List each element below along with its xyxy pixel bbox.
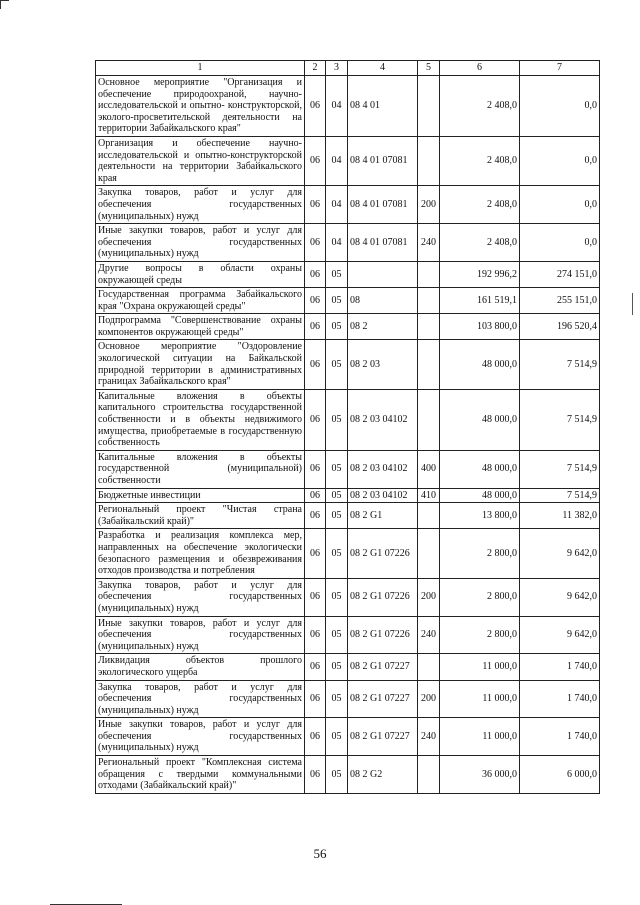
row-name-cell: Иные закупки товаров, работ и услуг для обеспечения государственных (муниципальных) нужд <box>96 616 305 654</box>
section-code-cell: 06 <box>305 503 326 529</box>
amount-year2-cell: 0,0 <box>520 186 600 224</box>
amount-year2-cell: 1 740,0 <box>520 680 600 718</box>
amount-year1-cell: 11 000,0 <box>440 680 520 718</box>
expense-type-cell <box>418 136 440 185</box>
row-name-cell: Капитальные вложения в объекты государственной (муниципальной) собственности <box>96 450 305 488</box>
expense-type-cell: 200 <box>418 680 440 718</box>
table-row <box>96 654 600 680</box>
table-row <box>96 76 600 137</box>
amount-year1-cell: 48 000,0 <box>440 389 520 450</box>
row-name-cell: Другие вопросы в области охраны окружающей среды <box>96 261 305 287</box>
expense-type-cell: 200 <box>418 578 440 616</box>
subsection-code-cell: 04 <box>326 76 348 137</box>
table-row <box>96 136 600 185</box>
table-header-row <box>96 61 600 76</box>
amount-year1-cell: 2 408,0 <box>440 224 520 262</box>
table-row <box>96 224 600 262</box>
section-code-cell: 06 <box>305 578 326 616</box>
table-row <box>96 186 600 224</box>
section-code-cell: 06 <box>305 261 326 287</box>
section-code-cell: 06 <box>305 340 326 389</box>
expense-type-cell <box>418 76 440 137</box>
target-article-cell: 08 <box>348 288 418 314</box>
section-code-cell: 06 <box>305 186 326 224</box>
target-article-cell: 08 4 01 07081 <box>348 136 418 185</box>
expense-type-cell <box>418 288 440 314</box>
table-row <box>96 718 600 756</box>
amount-year1-cell: 2 800,0 <box>440 529 520 578</box>
subsection-code-cell: 04 <box>326 186 348 224</box>
section-code-cell: 06 <box>305 136 326 185</box>
amount-year2-cell: 7 514,9 <box>520 488 600 503</box>
target-article-cell: 08 4 01 07081 <box>348 224 418 262</box>
table-row <box>96 756 600 794</box>
target-article-cell: 08 2 G2 <box>348 756 418 794</box>
amount-year1-cell: 2 800,0 <box>440 578 520 616</box>
subsection-code-cell: 04 <box>326 136 348 185</box>
expense-type-cell: 240 <box>418 224 440 262</box>
section-code-cell: 06 <box>305 718 326 756</box>
target-article-cell: 08 2 G1 <box>348 503 418 529</box>
amount-year2-cell: 0,0 <box>520 224 600 262</box>
subsection-code-cell: 05 <box>326 488 348 503</box>
amount-year2-cell: 0,0 <box>520 136 600 185</box>
table-row <box>96 616 600 654</box>
amount-year1-cell: 2 800,0 <box>440 616 520 654</box>
row-name-cell: Организация и обеспечение научно-исследовательской и опытно-конструкторской деятельности на территории Забайкальского края <box>96 136 305 185</box>
table-row <box>96 314 600 340</box>
target-article-cell: 08 2 03 04102 <box>348 450 418 488</box>
expense-type-cell: 410 <box>418 488 440 503</box>
amount-year1-cell: 2 408,0 <box>440 186 520 224</box>
amount-year1-cell: 103 800,0 <box>440 314 520 340</box>
row-name-cell: Государственная программа Забайкальского края "Охрана окружающей среды" <box>96 288 305 314</box>
row-name-cell: Иные закупки товаров, работ и услуг для обеспечения государственных (муниципальных) нужд <box>96 718 305 756</box>
row-name-cell: Региональный проект "Чистая страна (Забайкальский край)" <box>96 503 305 529</box>
table-row <box>96 503 600 529</box>
target-article-cell: 08 2 <box>348 314 418 340</box>
amount-year1-cell: 161 519,1 <box>440 288 520 314</box>
header-cell: 2 <box>305 61 326 76</box>
section-code-cell: 06 <box>305 529 326 578</box>
row-name-cell: Основное мероприятие "Оздоровление экологической ситуации на Байкальской природной территории в административных границах Забайкальского края" <box>96 340 305 389</box>
amount-year2-cell: 7 514,9 <box>520 389 600 450</box>
subsection-code-cell: 05 <box>326 314 348 340</box>
table-row <box>96 680 600 718</box>
subsection-code-cell: 05 <box>326 389 348 450</box>
expense-type-cell <box>418 261 440 287</box>
amount-year2-cell: 9 642,0 <box>520 616 600 654</box>
target-article-cell: 08 4 01 <box>348 76 418 137</box>
header-cell: 5 <box>418 61 440 76</box>
row-name-cell: Основное мероприятие "Организация и обеспечение природоохраной, научно-исследовательской и опытно- конструкторской, эколого-просветительской деятельности на территории Забайкальского края" <box>96 76 305 137</box>
expense-type-cell <box>418 503 440 529</box>
row-name-cell: Разработка и реализация комплекса мер, направленных на обеспечение экологически безопасного размещения и обезвреживания отходов производства и потребления <box>96 529 305 578</box>
table-row <box>96 389 600 450</box>
section-code-cell: 06 <box>305 488 326 503</box>
row-name-cell: Ликвидация объектов прошлого экологического ущерба <box>96 654 305 680</box>
expense-type-cell <box>418 529 440 578</box>
row-name-cell: Подпрограмма "Совершенствование охраны компонентов окружающей среды" <box>96 314 305 340</box>
amount-year1-cell: 13 800,0 <box>440 503 520 529</box>
amount-year1-cell: 36 000,0 <box>440 756 520 794</box>
subsection-code-cell: 05 <box>326 616 348 654</box>
section-code-cell: 06 <box>305 616 326 654</box>
subsection-code-cell: 05 <box>326 529 348 578</box>
amount-year2-cell: 6 000,0 <box>520 756 600 794</box>
table-row <box>96 261 600 287</box>
scan-corner-mark <box>0 0 9 9</box>
amount-year1-cell: 48 000,0 <box>440 488 520 503</box>
amount-year2-cell: 0,0 <box>520 76 600 137</box>
amount-year2-cell: 1 740,0 <box>520 654 600 680</box>
table-row <box>96 340 600 389</box>
row-name-cell: Иные закупки товаров, работ и услуг для обеспечения государственных (муниципальных) нужд <box>96 224 305 262</box>
amount-year2-cell: 274 151,0 <box>520 261 600 287</box>
amount-year1-cell: 2 408,0 <box>440 136 520 185</box>
subsection-code-cell: 05 <box>326 450 348 488</box>
table-row <box>96 488 600 503</box>
section-code-cell: 06 <box>305 314 326 340</box>
header-cell: 7 <box>520 61 600 76</box>
row-name-cell: Бюджетные инвестиции <box>96 488 305 503</box>
section-code-cell: 06 <box>305 389 326 450</box>
target-article-cell: 08 2 03 04102 <box>348 389 418 450</box>
expense-type-cell: 240 <box>418 616 440 654</box>
expense-type-cell: 200 <box>418 186 440 224</box>
subsection-code-cell: 05 <box>326 578 348 616</box>
amount-year1-cell: 2 408,0 <box>440 76 520 137</box>
section-code-cell: 06 <box>305 76 326 137</box>
target-article-cell <box>348 261 418 287</box>
target-article-cell: 08 2 G1 07227 <box>348 680 418 718</box>
subsection-code-cell: 05 <box>326 680 348 718</box>
row-name-cell: Закупка товаров, работ и услуг для обеспечения государственных (муниципальных) нужд <box>96 186 305 224</box>
row-name-cell: Закупка товаров, работ и услуг для обеспечения государственных (муниципальных) нужд <box>96 680 305 718</box>
header-cell: 3 <box>326 61 348 76</box>
target-article-cell: 08 2 03 04102 <box>348 488 418 503</box>
amount-year2-cell: 1 740,0 <box>520 718 600 756</box>
table-row <box>96 288 600 314</box>
amount-year1-cell: 11 000,0 <box>440 718 520 756</box>
target-article-cell: 08 4 01 07081 <box>348 186 418 224</box>
target-article-cell: 08 2 G1 07226 <box>348 578 418 616</box>
target-article-cell: 08 2 G1 07226 <box>348 529 418 578</box>
target-article-cell: 08 2 03 <box>348 340 418 389</box>
row-name-cell: Закупка товаров, работ и услуг для обеспечения государственных (муниципальных) нужд <box>96 578 305 616</box>
amount-year2-cell: 9 642,0 <box>520 578 600 616</box>
subsection-code-cell: 05 <box>326 503 348 529</box>
budget-table <box>95 60 600 794</box>
amount-year2-cell: 7 514,9 <box>520 450 600 488</box>
expense-type-cell <box>418 314 440 340</box>
section-code-cell: 06 <box>305 450 326 488</box>
table-body <box>96 76 600 794</box>
table-row <box>96 529 600 578</box>
table-row <box>96 450 600 488</box>
target-article-cell: 08 2 G1 07227 <box>348 654 418 680</box>
table-row <box>96 578 600 616</box>
amount-year1-cell: 48 000,0 <box>440 450 520 488</box>
subsection-code-cell: 05 <box>326 288 348 314</box>
row-name-cell: Капитальные вложения в объекты капитального строительства государственной собственности и в объекты недвижимого имущества, приобретаемые в государственную собственность <box>96 389 305 450</box>
header-cell: 1 <box>96 61 305 76</box>
section-code-cell: 06 <box>305 224 326 262</box>
scan-edge-mark <box>632 293 633 315</box>
target-article-cell: 08 2 G1 07227 <box>348 718 418 756</box>
expense-type-cell <box>418 389 440 450</box>
subsection-code-cell: 05 <box>326 654 348 680</box>
subsection-code-cell: 05 <box>326 261 348 287</box>
amount-year2-cell: 11 382,0 <box>520 503 600 529</box>
amount-year2-cell: 255 151,0 <box>520 288 600 314</box>
section-code-cell: 06 <box>305 756 326 794</box>
expense-type-cell: 400 <box>418 450 440 488</box>
section-code-cell: 06 <box>305 288 326 314</box>
expense-type-cell <box>418 756 440 794</box>
amount-year1-cell: 11 000,0 <box>440 654 520 680</box>
subsection-code-cell: 05 <box>326 756 348 794</box>
amount-year2-cell: 9 642,0 <box>520 529 600 578</box>
amount-year1-cell: 192 996,2 <box>440 261 520 287</box>
page-number: 56 <box>313 846 327 861</box>
row-name-cell: Региональный проект "Комплексная система обращения с твердыми коммунальными отходами (Забайкальский край)" <box>96 756 305 794</box>
expense-type-cell: 240 <box>418 718 440 756</box>
expense-type-cell <box>418 654 440 680</box>
amount-year2-cell: 196 520,4 <box>520 314 600 340</box>
subsection-code-cell: 05 <box>326 340 348 389</box>
header-cell: 4 <box>348 61 418 76</box>
amount-year1-cell: 48 000,0 <box>440 340 520 389</box>
section-code-cell: 06 <box>305 680 326 718</box>
amount-year2-cell: 7 514,9 <box>520 340 600 389</box>
header-cell: 6 <box>440 61 520 76</box>
section-code-cell: 06 <box>305 654 326 680</box>
subsection-code-cell: 04 <box>326 224 348 262</box>
expense-type-cell <box>418 340 440 389</box>
target-article-cell: 08 2 G1 07226 <box>348 616 418 654</box>
subsection-code-cell: 05 <box>326 718 348 756</box>
